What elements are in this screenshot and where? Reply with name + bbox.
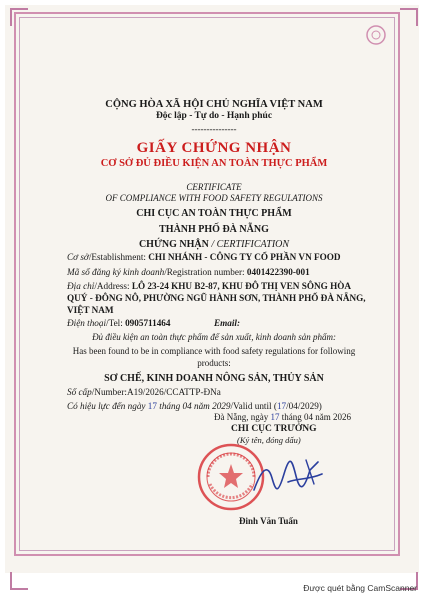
motto: Độc lập - Tự do - Hạnh phúc xyxy=(155,111,273,121)
issuer-city: THÀNH PHỐ ĐÀ NẴNG xyxy=(159,224,269,235)
certificate-title: GIẤY CHỨNG NHẬN xyxy=(136,140,292,156)
scanner-watermark: Được quét bằng CamScanner xyxy=(303,583,417,593)
address-value-line3: VIỆT NAM xyxy=(67,305,114,315)
compliance-statement-en: Has been found to be in compliance with food safety regulations for following xyxy=(72,346,356,356)
establishment-value: CHI NHÁNH - CÔNG TY CỔ PHẦN VN FOOD xyxy=(148,252,341,262)
corner-ornament xyxy=(10,572,28,590)
registration-value: 0401422390-001 xyxy=(246,267,310,277)
validity-field: Có hiệu lực đến ngày 17 tháng 04 năm 2029/Valid until (17/04/2029) xyxy=(67,401,322,411)
country-header: CỘNG HÒA XÃ HỘI CHỦ NGHĨA VIỆT NAM xyxy=(105,99,323,110)
certificate-subtitle: CƠ SỞ ĐỦ ĐIỀU KIỆN AN TOÀN THỰC PHẨM xyxy=(100,158,328,169)
phone-value: 0905711464 xyxy=(125,318,171,328)
establishment-field: Cơ sở/Establishment: CHI NHÁNH - CÔNG TY CỔ PHẦN VN FOOD xyxy=(67,252,341,262)
signer-name: Đinh Văn Tuấn xyxy=(239,516,298,526)
email-label: Email: xyxy=(214,318,241,328)
handwritten-signature-icon xyxy=(248,456,328,500)
corner-emblem-icon xyxy=(365,24,387,46)
signature-note: (Ký tên, đóng dấu) xyxy=(237,435,301,445)
certificate-number-field: Số cấp/Number:A19/2026/CCATTP-ĐNa xyxy=(67,387,221,397)
address-value: LÔ 23-24 KHU B2-87, KHU ĐÔ THỊ VEN SÔNG HÒA xyxy=(131,281,351,291)
corner-ornament xyxy=(10,8,28,26)
compliance-statement-vn: Đủ điều kiện an toàn thực phẩm để sản xuất, kinh doanh sản phẩm: xyxy=(92,332,336,342)
certificate-subtitle-en: OF COMPLIANCE WITH FOOD SAFETY REGULATIONS xyxy=(105,193,323,203)
place-date: Đà Nẵng, ngày 17 tháng 04 năm 2026 xyxy=(214,412,351,422)
issuer-department: CHI CỤC AN TOÀN THỰC PHẨM xyxy=(136,208,292,219)
registration-field: Mã số đăng ký kinh doanh/Registration number: 0401422390-001 xyxy=(67,267,310,277)
certification-heading: CHỨNG NHẬN / CERTIFICATION xyxy=(138,239,290,250)
corner-ornament xyxy=(400,8,418,26)
certificate-number-value: A19/2026/CCATTP-ĐNa xyxy=(126,387,221,397)
product-scope: SƠ CHẾ, KINH DOANH NÔNG SẢN, THỦY SẢN xyxy=(104,373,324,384)
phone-field: Điện thoại/Tel: 0905711464 xyxy=(67,318,171,328)
header-rule: --------------- xyxy=(191,124,237,134)
certificate-title-en: CERTIFICATE xyxy=(186,182,242,192)
signatory-title: CHI CỤC TRƯỞNG xyxy=(231,424,317,434)
compliance-statement-en-cont: products: xyxy=(197,358,231,368)
address-field: Địa chỉ/Address: LÔ 23-24 KHU B2-87, KHU ĐÔ THỊ VEN SÔNG HÒA xyxy=(67,281,351,291)
address-value-line2: QUÝ - ĐÔNG NÔ, PHƯỜNG NGŨ HÀNH SƠN, THÀNH PHỐ ĐÀ NẴNG, xyxy=(67,293,366,303)
